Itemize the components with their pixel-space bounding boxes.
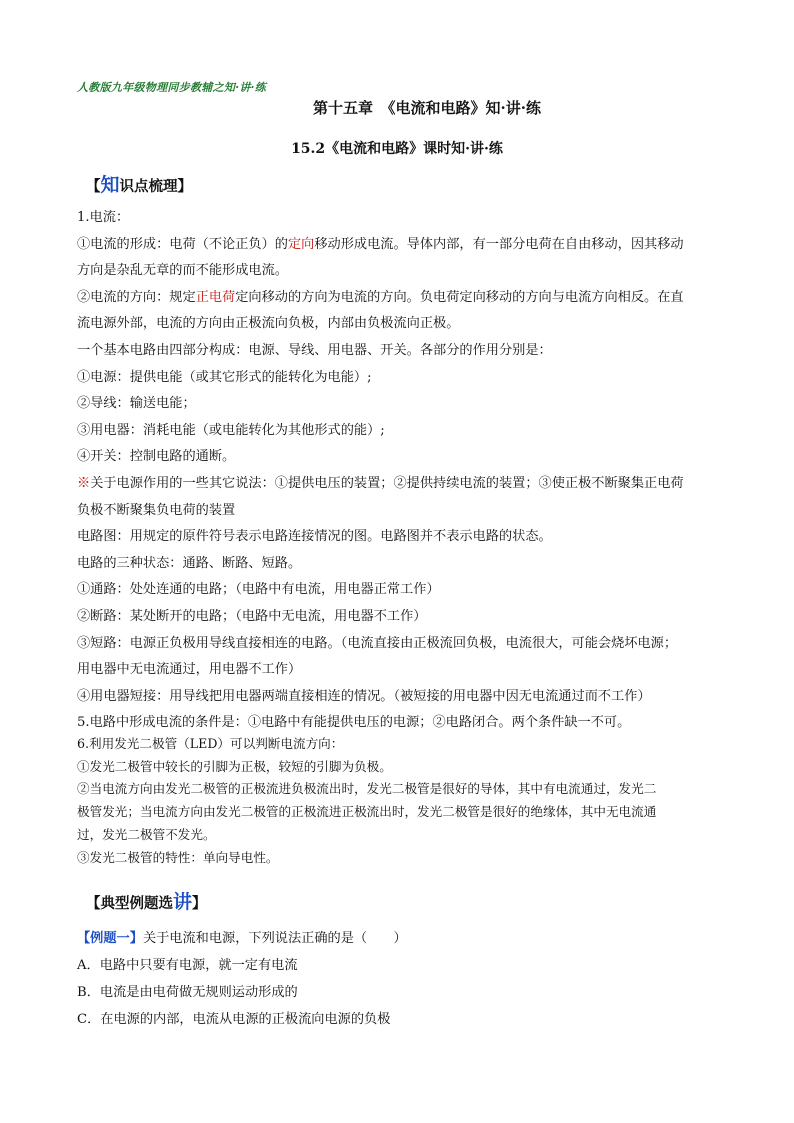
knowledge-line bbox=[77, 524, 722, 551]
line-text: 电路图：用规定的原件符号表示电路连接情况的图。电路图并不表示电路的状态。 bbox=[77, 529, 552, 545]
line-text: 方向是杂乱无章的而不能形成电流。 bbox=[77, 263, 288, 279]
knowledge-line bbox=[77, 391, 722, 418]
option-b: B．电流是由电荷做无规则运动形成的 bbox=[77, 985, 298, 1000]
knowledge-line bbox=[77, 258, 722, 285]
line-text: 关于电源作用的一些其它说法：①提供电压的装置；②提供持续电流的装置；③使正极不断聚集正电荷 bbox=[90, 475, 684, 491]
examples-heading bbox=[86, 887, 207, 914]
series-tag: 人教版九年级物理同步教辅之知·讲·练 bbox=[77, 81, 267, 94]
knowledge-line bbox=[77, 365, 722, 392]
knowledge-line bbox=[77, 498, 722, 525]
line-text: 一个基本电路由四部分构成：电源、导线、用电器、开关。各部分的作用分别是： bbox=[77, 342, 552, 358]
line-text: 用电器中无电流通过，用电器不工作） bbox=[77, 662, 302, 678]
highlight-text: 正电荷 bbox=[195, 289, 236, 305]
led-line bbox=[77, 801, 722, 824]
line-text: ③短路：电源正负极用导线直接相连的电路。（电流直接由正极流回负极，电流很大，可能会烧坏电源； bbox=[77, 635, 678, 651]
line-text: ③用电器：消耗电能（或电能转化为其他形式的能）; bbox=[77, 422, 385, 438]
example-one-question bbox=[77, 925, 722, 952]
line-text: ③发光二极管的特性：单向导电性。 bbox=[77, 849, 279, 865]
line-text: ①通路：处处连通的电路；（电路中有电流，用电器正常工作） bbox=[77, 582, 440, 598]
knowledge-line bbox=[77, 338, 722, 365]
line-text: 负极不断聚集负电荷的装置 bbox=[77, 502, 236, 518]
led-line bbox=[77, 778, 722, 801]
knowledge-line bbox=[77, 577, 722, 604]
line-text: 1.电流： bbox=[77, 210, 130, 225]
line-text: 定向移动的方向为电流的方向。负电荷定向移动的方向与电流方向相反。在直 bbox=[235, 289, 684, 305]
line-text: 电路的三种状态：通路、断路、短路。 bbox=[77, 555, 302, 571]
led-line bbox=[77, 847, 722, 870]
knowledge-line bbox=[77, 418, 722, 445]
knowledge-line bbox=[77, 471, 722, 498]
knowledge-line bbox=[77, 551, 722, 578]
line-text: ②断路：某处断开的电路；（电路中无电流，用电器不工作） bbox=[77, 608, 427, 624]
knowledge-heading bbox=[86, 170, 192, 197]
highlight-text: ※ bbox=[77, 475, 91, 491]
knowledge-line bbox=[77, 205, 722, 232]
option-a: A．电路中只要有电源，就一定有电流 bbox=[77, 958, 298, 973]
knowledge-line bbox=[77, 604, 722, 631]
knowledge-line bbox=[77, 285, 722, 312]
line-text: 流电源外部，电流的方向由正极流向负极，内部由负极流向正极。 bbox=[77, 316, 460, 332]
option-c: C．在电源的内部，电流从电源的正极流向电源的负极 bbox=[77, 1012, 391, 1027]
line-text: ②导线：输送电能； bbox=[77, 396, 196, 412]
line-text: ①电流的形成：电荷（不论正负）的 bbox=[77, 236, 288, 252]
line-text: 6.利用发光二极管（LED）可以判断电流方向： bbox=[77, 736, 344, 751]
knowledge-heading-rest: 识点梳理】 bbox=[119, 178, 193, 195]
knowledge-line bbox=[77, 684, 722, 711]
examples-heading-close: 】 bbox=[192, 895, 207, 912]
knowledge-line bbox=[77, 232, 722, 259]
knowledge-line bbox=[77, 311, 722, 338]
knowledge-heading-big: 知 bbox=[100, 174, 120, 196]
example-one-tag: 【例题一】 bbox=[77, 931, 143, 946]
line-text: 5.电路中形成电流的条件是：①电路中有能提供电压的电源；②电路闭合。两个条件缺一不可。 bbox=[77, 715, 631, 731]
line-text: 极管发光；当电流方向由发光二极管的正极流进正极流出时，发光二极管是很好的绝缘体，其中无电流通 bbox=[77, 804, 657, 820]
chapter-title: 第十五章 《电流和电路》知·讲·练 bbox=[313, 99, 541, 117]
knowledge-line bbox=[77, 444, 722, 471]
examples-heading-open: 【典型例题选 bbox=[86, 895, 173, 912]
line-text: 过，发光二极管不发光。 bbox=[77, 826, 216, 842]
knowledge-line bbox=[77, 631, 722, 658]
example-one-text: 关于电流和电源，下列说法正确的是（ ） bbox=[142, 931, 407, 946]
line-text: ④开关：控制电路的通断。 bbox=[77, 449, 236, 465]
knowledge-body bbox=[77, 205, 722, 737]
line-text: ①发光二极管中较长的引脚为正极，较短的引脚为负极。 bbox=[77, 758, 392, 774]
line-text: ①电源：提供电能（或其它形式的能转化为电能）; bbox=[77, 369, 372, 385]
highlight-text: 定向 bbox=[288, 236, 315, 252]
knowledge-heading-open: 【 bbox=[86, 178, 101, 195]
led-line bbox=[77, 733, 722, 756]
lesson-title: 15.2《电流和电路》课时知·讲·练 bbox=[291, 141, 503, 157]
led-line bbox=[77, 824, 722, 847]
line-text: ②电流的方向：规定 bbox=[77, 289, 196, 305]
line-text: ②当电流方向由发光二极管的正极流进负极流出时，发光二极管是很好的导体，其中有电流通过，发光二 bbox=[77, 781, 657, 797]
line-text: 移动形成电流。导体内部，有一部分电荷在自由移动，因其移动 bbox=[314, 236, 684, 252]
examples-heading-big: 讲 bbox=[173, 891, 193, 913]
knowledge-line bbox=[77, 657, 722, 684]
led-line bbox=[77, 756, 722, 779]
led-body bbox=[77, 733, 722, 869]
line-text: ④用电器短接：用导线把用电器两端直接相连的情况。（被短接的用电器中因无电流通过而不工作） bbox=[77, 688, 651, 704]
example-one bbox=[77, 925, 722, 1033]
